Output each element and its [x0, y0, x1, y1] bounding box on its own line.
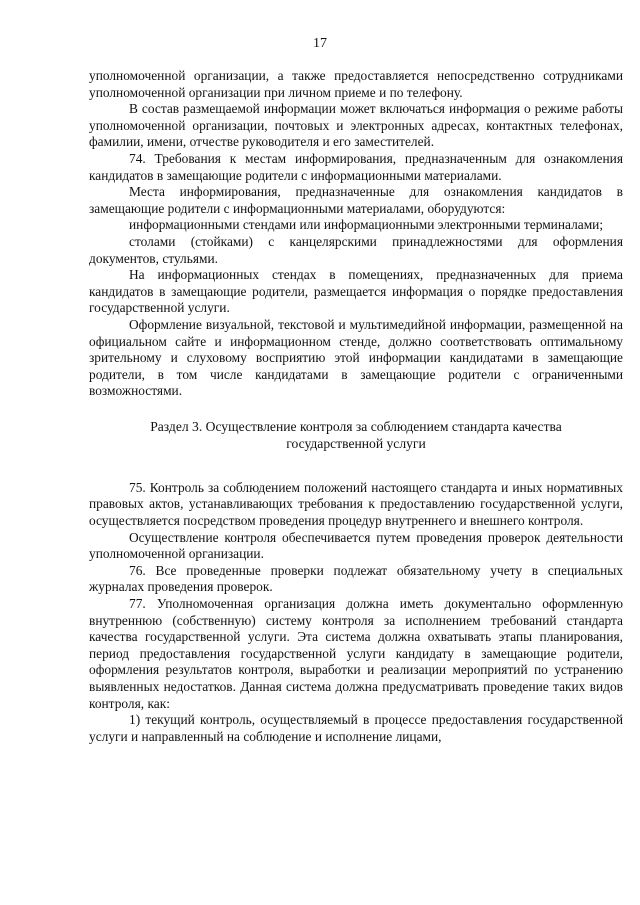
paragraph-item-77: 77. Уполномоченная организация должна иметь документально оформленную внутреннюю (собственную) систему контроля за исполнением требований стандарта качества государственной услуги. Эта система должна охватывать этапы планирования, период предоставления государственной услуги кандидату в замещающие родители, оформления результатов контроля, выработки и реализации мероприятий по устранению выявленных недостатков. Данная система должна предусматривать проведение таких видов контроля, как: — [89, 596, 623, 711]
paragraph-stands: информационными стендами или информационными электронными терминалами; — [129, 217, 604, 233]
paragraph-item-76: 76. Все проведенные проверки подлежат обязательному учету в специальных журналах проведения проверок. — [89, 562, 623, 595]
paragraph-info-places: Места информирования, предназначенные для ознакомления кандидатов в замещающие родители с информационными материалами, оборудуются: — [89, 184, 623, 216]
paragraph-info-stands: На информационных стендах в помещениях, предназначенных для приема кандидатов в замещающие родители, размещается информация о порядке предоставления государственной услуги. — [89, 267, 623, 316]
paragraph-continuation: уполномоченной организации, а также предоставляется непосредственно сотрудниками уполномоченной организации при личном приеме и по телефону. — [89, 68, 623, 100]
section-heading — [89, 418, 623, 452]
paragraph-item-75: 75. Контроль за соблюдением положений настоящего стандарта и иных нормативных правовых актов, устанавливающих требования к предоставлению государственной услуги, осуществляется посредством проведения процедур внутреннего и внешнего контроля. — [89, 479, 623, 529]
paragraph-tables: столами (стойками) с канцелярскими принадлежностями для оформления документов, стульями. — [89, 233, 623, 266]
page-number: 17 — [313, 36, 327, 51]
paragraph-design-info: Оформление визуальной, текстовой и мультимедийной информации, размещенной на официальном сайте и информационном стенде, должно соответствовать оптимальному зрительному и слуховому восприятию этой информации кандидатами в замещающие родители, в том числе кандидатами в замещающие родители с ограниченными возможностями. — [89, 316, 623, 399]
paragraph-control-checks: Осуществление контроля обеспечивается путем проведения проверок деятельности уполномоченной организации. — [89, 529, 623, 562]
document-body — [89, 68, 623, 745]
section-heading-line-1: Раздел 3. Осуществление контроля за соблюдением стандарта качества — [150, 418, 562, 434]
paragraph-item-74: 74. Требования к местам информирования, предназначенным для ознакомления кандидатов в замещающие родители с информационными материалами. — [89, 150, 623, 183]
paragraph-info-contents: В состав размещаемой информации может включаться информация о режиме работы уполномоченной организации, почтовых и электронных адресах, контактных телефонах, фамилии, имени, отчестве руководителя и его заместителей. — [89, 101, 623, 150]
section-heading-line-2: государственной услуги — [286, 435, 426, 451]
paragraph-current-control: 1) текущий контроль, осуществляемый в процессе предоставления государственной услуги и направленный на соблюдение и исполнение лицами, — [89, 712, 623, 744]
